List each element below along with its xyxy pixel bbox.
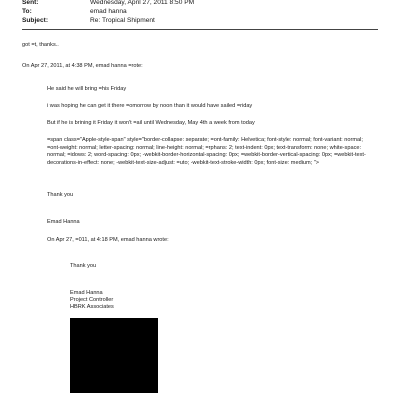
quote-line-2: i was hoping he can get it there =omorrow by noon than it would have sailed =riday [47,103,253,109]
sent-value: Wednesday, April 27, 2011 8:50 PM [90,0,195,6]
quote-line-1: He said he will bring =his Friday [47,86,127,92]
quote-intro-2: On Apr 27, =011, at 4:18 PM, emad hanna wrote: [47,237,169,243]
sent-row [22,0,194,7]
thank-you-2: Thank you [70,263,97,269]
quoted-html-code: =span class="Apple-style-span" style="border-collapse: separate; =ont-family: Helvetica; font-style: normal; font-variant: normal; =ont-weight: normal; letter-spacing: normal; line-height: normal; =rphans: 2; text-indent: 0px; text-transform: none; white-space: normal; =idows: 2; word-spacing: 0px; -webkit-border-horizontal-spacing: 0px; =webkit-border-vertical-spacing: 0px; =webkit-text-decorations-in-effect: none; -webkit-text-size-adjust: =uto; -webkit-text-stroke-width: 0px; font-size: medium; "> [47,137,366,166]
header-divider [22,29,378,30]
subject-value: Re: Tropical Shipment [90,17,155,24]
redaction-block [70,318,158,393]
subject-label: Subject: [22,17,49,24]
to-row [22,8,127,16]
to-label: To: [22,8,32,15]
thank-you-1: Thank you [47,192,74,198]
sent-label: Sent: [22,0,39,6]
subject-row [22,17,155,25]
signature-name-1: Emad Hanna [47,219,80,225]
signature-name-2: Emad Hanna [70,290,103,296]
signature-title: Project Controller [70,297,114,303]
signature-company: HBRK Associates [70,304,114,310]
quote-line-3: But if he is brining it Friday it won't =ail until Wednesday, May 4th a week from today [47,120,255,126]
quote-intro-1: On Apr 27, 2011, at 4:38 PM, emad hanna =rote: [22,63,143,69]
reply-line: got =t, thanks.. [22,42,59,48]
to-value: emad hanna [90,8,127,15]
